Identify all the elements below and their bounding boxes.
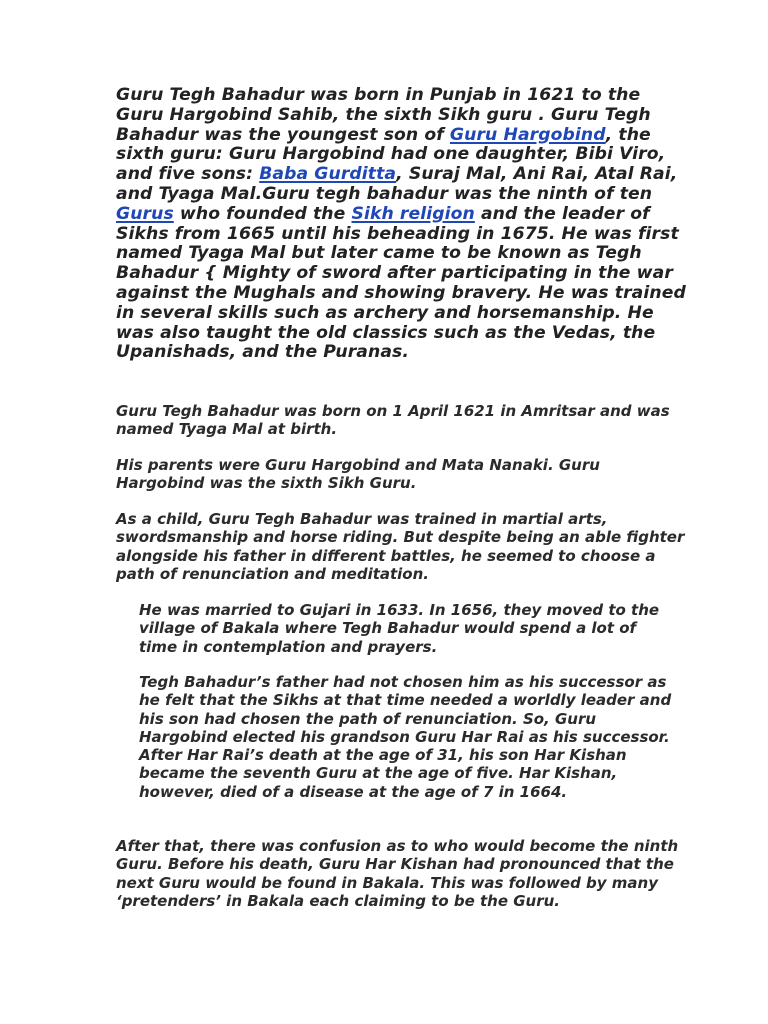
confusion-paragraph: After that, there was confusion as to who would become the ninth Guru. Before his death, Guru Har Kishan had pronounced that the next Guru would be found in Bakala. This was followed by many ‘pretenders’ in Bakala each claiming to be the Guru. [116, 837, 679, 910]
marriage-paragraph: He was married to Gujari in 1633. In 1656, they moved to the village of Bakala where Tegh Bahadur would spend a lot of time in contemplation and prayers. [139, 601, 660, 656]
baba-gurditta-link[interactable]: Baba Gurditta [259, 164, 397, 185]
guru-hargobind-link[interactable]: Guru Hargobind [449, 124, 606, 145]
intro-text-2: , the sixth guru: Guru Hargobind had one daughter, Bibi Viro, and five sons: [116, 124, 666, 185]
gurus-link[interactable]: Gurus [116, 203, 174, 224]
intro-text-4: who founded the [173, 203, 352, 224]
birth-paragraph: Guru Tegh Bahadur was born on 1 April 1621 in Amritsar and was named Tyaga Mal at birth. [116, 402, 670, 439]
intro-text-3: , Suraj Mal, Ani Rai, Atal Rai, and Tyaga Mal.Guru tegh bahadur was the ninth of ten [116, 164, 678, 204]
succession-paragraph: Tegh Bahadur’s father had not chosen him as his successor as he felt that the Sikhs at that time needed a worldly leader and his son had chosen the path of renunciation. So, Guru Hargobind elected his grandson Guru Har Rai as his successor. After Har Rai’s death at the age of 31, his son Har Kishan became the seventh Guru at the age of five. Har Kishan, however, died of a disease at the age of 7 in 1664. [139, 673, 672, 801]
sikh-religion-link[interactable]: Sikh religion [351, 203, 475, 224]
intro-paragraph [116, 86, 686, 363]
parents-paragraph: His parents were Guru Hargobind and Mata Nanaki. Guru Hargobind was the sixth Sikh Guru. [116, 456, 600, 493]
intro-text-1: Guru Tegh Bahadur was born in Punjab in 1621 to the Guru Hargobind Sahib, the sixth Sikh guru . Guru Tegh Bahadur was the youngest son of [116, 85, 651, 145]
childhood-paragraph: As a child, Guru Tegh Bahadur was trained in martial arts, swordsmanship and horse riding. But despite being an able fighter alongside his father in different battles, he seemed to choose a path of renunciation and meditation. [116, 510, 685, 583]
intro-text-5: and the leader of Sikhs from 1665 until his beheading in 1675. He was first named Tyaga Mal but later came to be known as Tegh Bahadur { Mighty of sword after participating in the war against the Mughals and showing bravery. He was trained in several skills such as archery and horsemanship. He was also taught the old classics such as the Vedas, the Upanishads, and the Puranas. [116, 203, 686, 363]
